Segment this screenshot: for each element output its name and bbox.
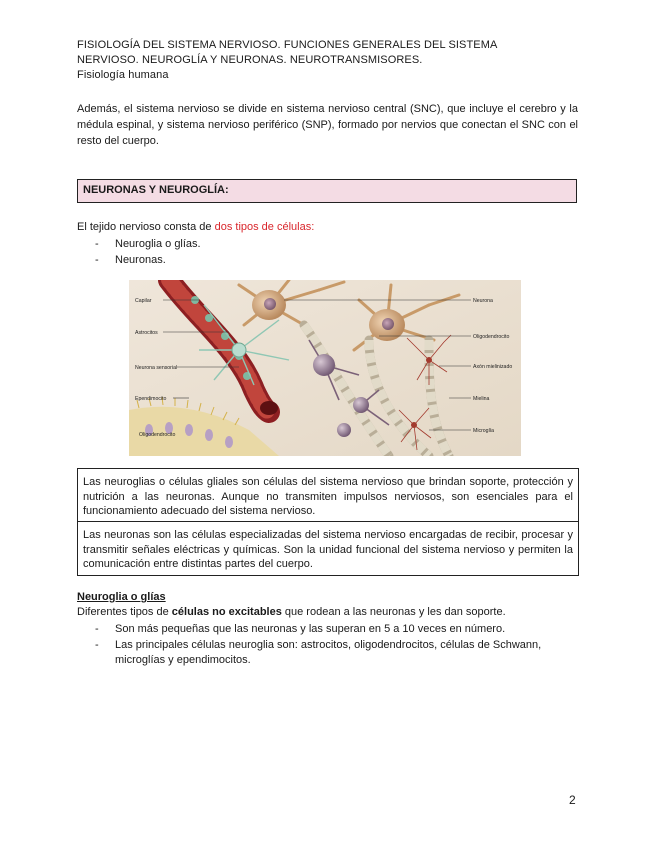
neuronas-definition: Las neuronas son las células especializadas del sistema nervioso encargadas de recibir, procesar y transmitir señales eléctricas y químicas. Son la unidad funcional del sistema nervioso y permiten la comunicación entre distintas partes del cuerpo.	[83, 529, 573, 570]
neuroglia-desc-prefix: Diferentes tipos de	[77, 606, 172, 618]
label-axon-mielinizado: Axón mielinizado	[473, 364, 513, 370]
tejido-prefix: El tejido nervioso consta de	[77, 221, 215, 233]
list-item	[77, 236, 577, 252]
bullet-dash: -	[95, 623, 99, 635]
oligodendrocyte-2	[353, 397, 369, 413]
neuroglia-definition-box	[77, 468, 579, 522]
neuroglia-description	[77, 605, 577, 620]
header-title-line-1: FISIOLOGÍA DEL SISTEMA NERVIOSO. FUNCIONES GENERALES DEL SISTEMA	[77, 39, 498, 51]
list-item	[77, 252, 577, 268]
header-title-line-2: NERVIOSO. NEUROGLÍA Y NEURONAS. NEUROTRANSMISORES.	[77, 54, 423, 66]
illustration-svg	[129, 280, 521, 456]
bullet-dash: -	[95, 238, 99, 250]
oligodendrocyte	[313, 354, 335, 376]
list-item-text: Neuronas.	[115, 254, 166, 266]
nervous-tissue-illustration	[129, 280, 521, 456]
neuroglia-list	[77, 622, 579, 669]
label-oligodendrocito: Oligodendrocito	[473, 334, 510, 340]
label-ependimocito: Ependimocito	[135, 396, 167, 402]
header-subject: Fisiología humana	[77, 69, 169, 81]
label-astrocitos: Astrocitos	[135, 330, 158, 336]
list-item	[77, 622, 579, 637]
label-mielina: Mielina	[473, 396, 490, 402]
page-number: 2	[569, 793, 576, 807]
section-heading: NEURONAS Y NEUROGLÍA:	[83, 184, 229, 196]
list-item-text: Son más pequeñas que las neuronas y las superan en 5 a 10 veces en número.	[115, 623, 506, 635]
neuroglia-definition: Las neuroglias o células gliales son células del sistema nervioso que brindan soporte, protección y nutrición a las neuronas. Aunque no transmiten impulsos nerviosos, son esenciales para el funcionamiento adecuado del sistema nervioso.	[83, 476, 573, 517]
vessel-opening	[260, 401, 278, 415]
neuroglia-desc-bold: células no excitables	[171, 606, 282, 618]
label-oligodendrocito-left: Oligodendrocito	[139, 432, 176, 438]
neuroglia-subtitle: Neuroglia o glías	[77, 591, 166, 603]
document-header	[77, 38, 577, 83]
bullet-dash: -	[95, 254, 99, 266]
bullet-dash: -	[95, 639, 99, 651]
label-microglia: Microglía	[473, 428, 495, 434]
tejido-sentence	[77, 220, 314, 235]
label-neurona: Neurona	[473, 298, 493, 304]
list-item-text: Neuroglia o glías.	[115, 238, 201, 250]
cell-types-list	[77, 236, 577, 268]
section-heading-box	[77, 179, 577, 203]
neuroglia-desc-suffix: que rodean a las neuronas y les dan soporte.	[281, 606, 506, 618]
label-neurona-sensorial: Neurona sensorial	[135, 365, 178, 371]
intro-paragraph: Además, el sistema nervioso se divide en sistema nervioso central (SNC), que incluye el cerebro y la médula espinal, y sistema nervioso periférico (SNP), formado por nervios que conectan el SNC con el resto del cuerpo.	[77, 103, 578, 147]
list-item-text: Las principales células neuroglia son: astrocitos, oligodendrocitos, células de Schwann, microglías y ependimocitos.	[115, 639, 542, 666]
list-item	[77, 638, 579, 668]
tejido-highlight: dos tipos de células	[214, 221, 312, 233]
tejido-suffix: :	[311, 221, 315, 233]
neuronas-definition-box	[77, 522, 579, 576]
label-capilar: Capilar	[135, 298, 152, 304]
